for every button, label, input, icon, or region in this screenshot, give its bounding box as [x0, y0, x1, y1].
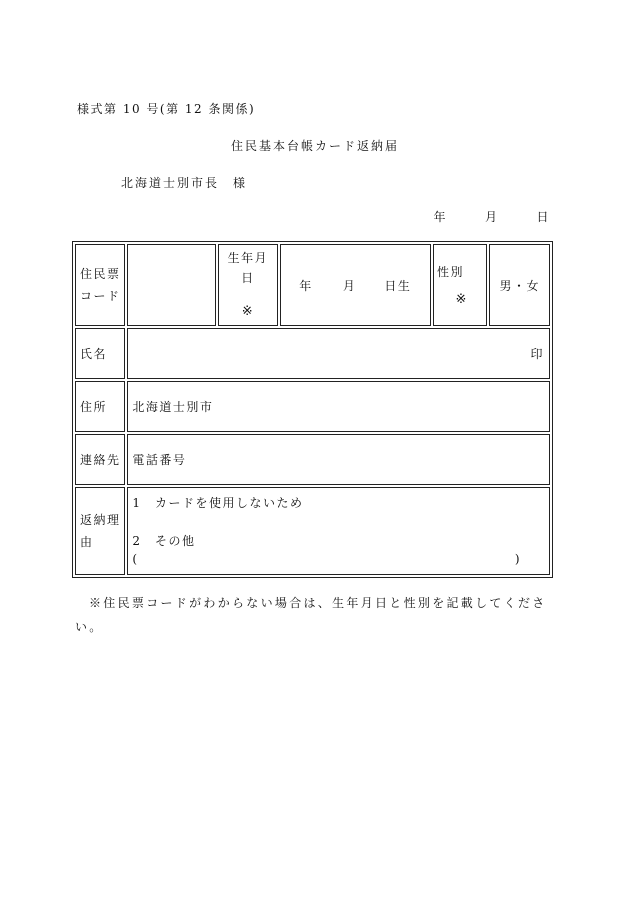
name-field[interactable] — [127, 328, 550, 379]
reason-option-1[interactable]: 1 カードを使用しないため — [132, 496, 304, 510]
row-name — [75, 328, 550, 379]
date-line — [433, 208, 550, 225]
reason-other-field[interactable]: ( ) — [132, 552, 521, 566]
name-label: 氏名 — [75, 328, 125, 379]
addressee — [121, 174, 247, 191]
addressee-name: 北海道士別市長 — [121, 176, 220, 190]
reason-label: 返納理 由 — [75, 487, 125, 575]
date-month-label: 月 — [484, 210, 499, 224]
form-number: 様式第 10 号(第 12 条関係) — [77, 102, 256, 116]
address-field[interactable]: 北海道士別市 — [127, 381, 550, 432]
addressee-honorific: 様 — [233, 176, 248, 190]
birth-date-label: 生年月 日 ※ — [218, 244, 278, 326]
address-label: 住所 — [75, 381, 125, 432]
row-address — [75, 381, 550, 432]
seal-mark: 印 — [530, 347, 544, 361]
row-resident-code — [75, 244, 550, 326]
reason-option-2[interactable]: 2 その他 — [132, 534, 196, 548]
birth-note-mark: ※ — [241, 304, 255, 319]
contact-label: 連絡先 — [75, 434, 125, 485]
footnote: ※住民票コードがわからない場合は、生年月日と性別を記載してください。 — [75, 596, 547, 634]
phone-field[interactable]: 電話番号 — [127, 434, 550, 485]
date-day-label: 日 — [536, 210, 550, 224]
row-reason — [75, 487, 550, 575]
sex-choice[interactable]: 男・女 — [489, 244, 550, 326]
birth-date-field[interactable]: 年 月 日生 — [280, 244, 431, 326]
sex-note-mark: ※ — [455, 292, 468, 307]
return-form-table — [72, 241, 553, 578]
date-year-label: 年 — [433, 210, 447, 224]
resident-code-label: 住民票 コード — [75, 244, 125, 326]
document-title: 住民基本台帳カード返納届 — [230, 139, 399, 153]
sex-label: 性別 ※ — [433, 244, 487, 326]
row-contact — [75, 434, 550, 485]
reason-field[interactable] — [127, 487, 550, 575]
resident-code-field[interactable] — [127, 244, 216, 326]
